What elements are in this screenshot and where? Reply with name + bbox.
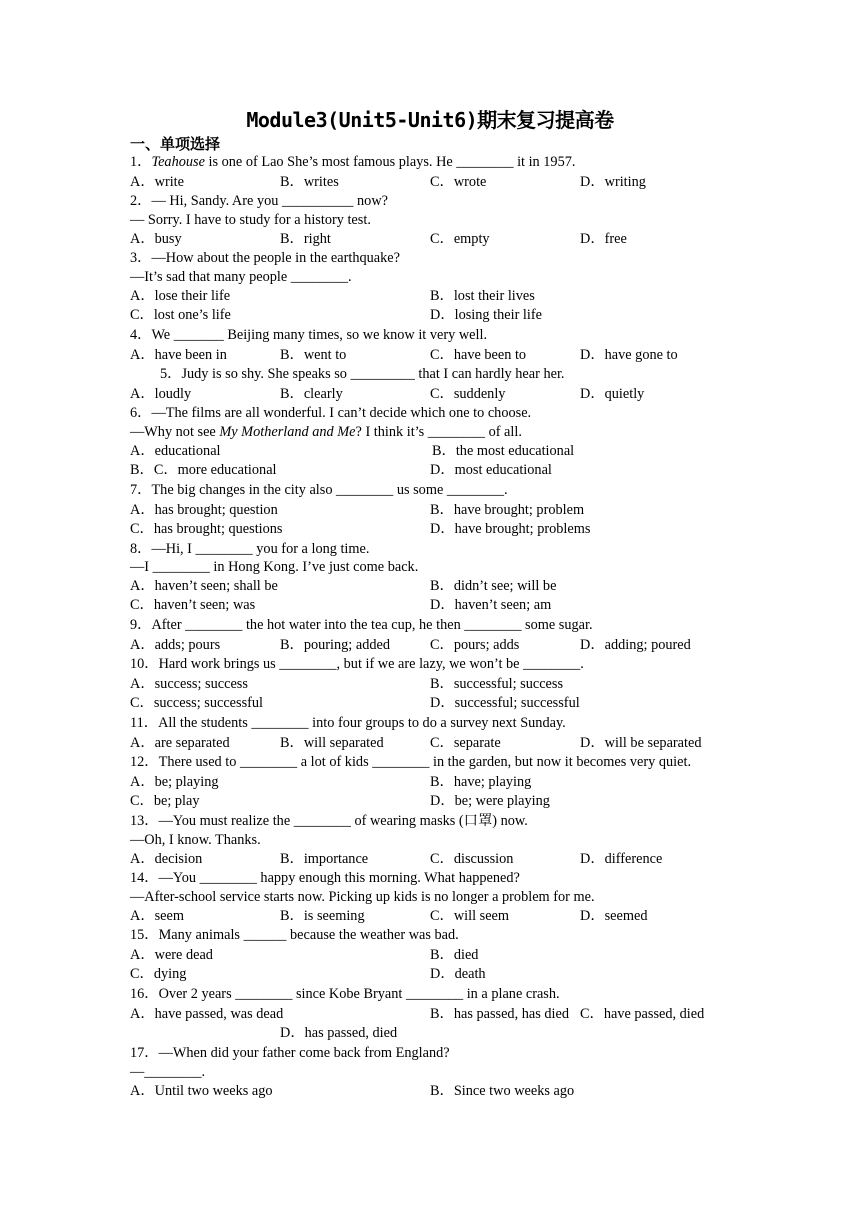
question-line: 13．—You must realize the ________ of wearing masks (口罩) now.	[130, 813, 528, 829]
answer-option: D．writing	[580, 174, 646, 190]
answer-option: D．difference	[580, 851, 663, 867]
answer-option: B．Since two weeks ago	[430, 1083, 575, 1099]
answer-option: D．has passed, died	[280, 1025, 398, 1041]
question-line: —It’s sad that many people ________.	[130, 269, 352, 285]
answer-option: D．most educational	[430, 462, 552, 478]
question-line: —________.	[130, 1064, 206, 1080]
question-line	[130, 153, 575, 171]
question-line: 3．—How about the people in the earthquake?	[130, 250, 400, 266]
answer-option: B．didn’t see; will be	[430, 578, 557, 594]
answer-option: D．seemed	[580, 908, 648, 924]
question-line: 15．Many animals ______ because the weather was bad.	[130, 927, 459, 943]
question-line: 12．There used to ________ a lot of kids ________ in the garden, but now it becomes very quiet.	[130, 754, 692, 770]
answer-option: D．successful; successful	[430, 695, 580, 711]
answer-option: B．have brought; problem	[430, 502, 585, 518]
question-line: 4．We _______ Beijing many times, so we know it very well.	[130, 327, 488, 343]
answer-option: D．have gone to	[580, 347, 678, 363]
answer-option: B．writes	[280, 174, 339, 190]
answer-option: C．haven’t seen; was	[130, 597, 256, 613]
answer-option: D．be; were playing	[430, 793, 550, 809]
answer-option: D．losing their life	[430, 307, 542, 323]
question-line: 8．—Hi, I ________ you for a long time.	[130, 541, 370, 557]
answer-option: B．right	[280, 231, 331, 247]
page-title: Module3(Unit5-Unit6)期末复习提高卷	[246, 108, 614, 132]
answer-option: B．C．more educational	[130, 462, 277, 478]
answer-option: A．be; playing	[130, 774, 219, 790]
answer-option: C．suddenly	[430, 386, 506, 402]
answer-option: B．will separated	[280, 735, 384, 751]
question-line: 7．The big changes in the city also ________ us some ________.	[130, 482, 508, 498]
question-line: 2．— Hi, Sandy. Are you __________ now?	[130, 193, 388, 209]
answer-option: C．have passed, died	[580, 1006, 705, 1022]
answer-option: A．haven’t seen; shall be	[130, 578, 278, 594]
italic-title: My Motherland and Me	[219, 424, 356, 440]
section-heading: 一、单项选择	[130, 135, 221, 153]
answer-option: B．pouring; added	[280, 637, 390, 653]
answer-option: C．lost one’s life	[130, 307, 231, 323]
answer-option: A．are separated	[130, 735, 230, 751]
answer-option: B．successful; success	[430, 676, 564, 692]
answer-option: A．seem	[130, 908, 184, 924]
question-line: 17．—When did your father come back from England?	[130, 1045, 450, 1061]
answer-option: A．lose their life	[130, 288, 231, 304]
question-line: 5．Judy is so shy. She speaks so _________ that I can hardly hear her.	[160, 366, 565, 382]
answer-option: B．lost their lives	[430, 288, 535, 304]
answer-option: C．success; successful	[130, 695, 264, 711]
answer-option: B．have; playing	[430, 774, 532, 790]
answer-option: B．clearly	[280, 386, 343, 402]
answer-option: D．will be separated	[580, 735, 702, 751]
answer-option: A．adds; pours	[130, 637, 221, 653]
question-line: 6．—The films are all wonderful. I can’t decide which one to choose.	[130, 405, 532, 421]
question-line: — Sorry. I have to study for a history test.	[130, 212, 371, 228]
answer-option: A．have passed, was dead	[130, 1006, 284, 1022]
answer-option: C．separate	[430, 735, 501, 751]
question-line: 10．Hard work brings us ________, but if we are lazy, we won’t be ________.	[130, 656, 584, 672]
italic-title: Teahouse	[151, 154, 205, 170]
answer-option: C．be; play	[130, 793, 200, 809]
answer-option: A．Until two weeks ago	[130, 1083, 273, 1099]
answer-option: A．write	[130, 174, 184, 190]
answer-option: A．success; success	[130, 676, 248, 692]
answer-option: C．has brought; questions	[130, 521, 283, 537]
question-text: ? I think it’s ________ of all.	[355, 424, 522, 440]
question-line: 14．—You ________ happy enough this morning. What happened?	[130, 870, 520, 886]
answer-option: D．haven’t seen; am	[430, 597, 552, 613]
answer-option: C．empty	[430, 231, 490, 247]
answer-option: D．free	[580, 231, 627, 247]
answer-option: A．busy	[130, 231, 182, 247]
question-line: 16．Over 2 years ________ since Kobe Bryant ________ in a plane crash.	[130, 986, 560, 1002]
answer-option: D．death	[430, 966, 486, 982]
answer-option: B．the most educational	[432, 443, 575, 459]
answer-option: A．loudly	[130, 386, 192, 402]
answer-option: B．has passed, has died	[430, 1006, 569, 1022]
answer-option: C．have been to	[430, 347, 527, 363]
question-line: —Oh, I know. Thanks.	[130, 832, 261, 848]
answer-option: A．decision	[130, 851, 203, 867]
answer-option: B．is seeming	[280, 908, 365, 924]
question-text: 1．	[130, 154, 152, 170]
question-line: —I ________ in Hong Kong. I’ve just come back.	[130, 559, 419, 575]
answer-option: D．adding; poured	[580, 637, 691, 653]
answer-option: C．discussion	[430, 851, 514, 867]
question-text: is one of Lao She’s most famous plays. He ________ it in 1957.	[204, 154, 576, 170]
answer-option: C．pours; adds	[430, 637, 520, 653]
question-text: —Why not see	[130, 424, 220, 440]
answer-option: D．have brought; problems	[430, 521, 591, 537]
answer-option: C．dying	[130, 966, 187, 982]
answer-option: B．died	[430, 947, 479, 963]
answer-option: A．were dead	[130, 947, 213, 963]
answer-option: A．educational	[130, 443, 221, 459]
question-line: —After-school service starts now. Picking up kids is no longer a problem for me.	[130, 889, 595, 905]
answer-option: A．has brought; question	[130, 502, 278, 518]
answer-option: C．will seem	[430, 908, 510, 924]
answer-option: A．have been in	[130, 347, 227, 363]
question-line: 11．All the students ________ into four groups to do a survey next Sunday.	[130, 715, 566, 731]
question-line	[130, 423, 522, 441]
answer-option: B．importance	[280, 851, 369, 867]
question-line: 9．After ________ the hot water into the tea cup, he then ________ some sugar.	[130, 617, 593, 633]
answer-option: B．went to	[280, 347, 347, 363]
answer-option: D．quietly	[580, 386, 645, 402]
answer-option: C．wrote	[430, 174, 487, 190]
